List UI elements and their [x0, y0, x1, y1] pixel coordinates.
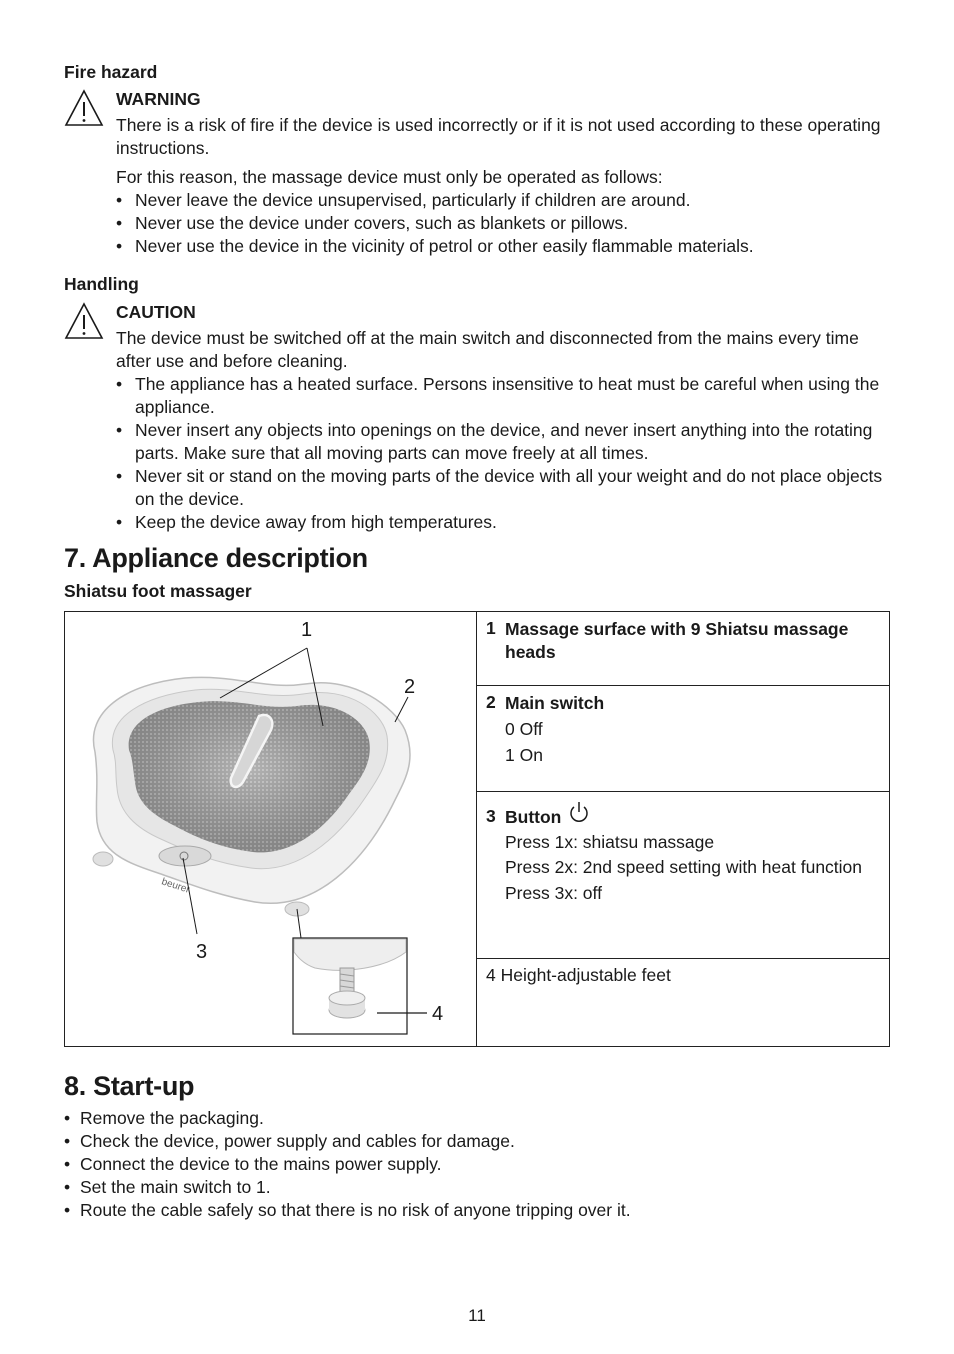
list-item: • Check the device, power supply and cables for damage.	[64, 1130, 890, 1153]
list-item: • Never insert any objects into openings on the device, and never insert anything into the rotating parts. Make sure that all moving parts can move freely at all times.	[116, 419, 890, 465]
callout-label: 2	[404, 676, 416, 698]
callout-label: 4	[432, 1003, 444, 1025]
item-number: 3	[486, 806, 496, 826]
fire-hazard-heading: Fire hazard	[64, 62, 158, 82]
warning-lead: For this reason, the massage device must only be operated as follows:	[116, 167, 663, 187]
list-item: • The appliance has a heated surface. Persons insensitive to heat must be careful when using the appliance.	[116, 373, 890, 419]
item-detail: Press 3x: off	[505, 883, 602, 903]
section-7-subtitle: Shiatsu foot massager	[64, 581, 252, 601]
item-number: 2	[486, 692, 496, 712]
foot-massager-illustration	[65, 612, 476, 1046]
page-number: 11	[468, 1306, 486, 1325]
caution-body	[116, 327, 890, 534]
list-item: • Never use the device in the vicinity of petrol or other easily flammable materials.	[116, 235, 890, 258]
table-row	[477, 792, 889, 959]
item-text: 4 Height-adjustable feet	[486, 965, 671, 985]
description-rows	[477, 612, 889, 1046]
list-item: • Remove the packaging.	[64, 1107, 890, 1130]
warning-body	[116, 114, 890, 258]
table-row	[477, 686, 889, 792]
handling-heading: Handling	[64, 274, 139, 294]
warning-triangle-icon	[64, 89, 104, 127]
list-item: • Connect the device to the mains power supply.	[64, 1153, 890, 1176]
list-item: • Never use the device under covers, such as blankets or pillows.	[116, 212, 890, 235]
fire-bullet-list	[116, 189, 890, 258]
caution-intro: The device must be switched off at the main switch and disconnected from the mains every time after use and before cleaning.	[116, 328, 859, 371]
brand-logo: beurer	[160, 876, 191, 896]
item-detail: Press 1x: shiatsu massage	[505, 832, 715, 852]
warning-label: WARNING	[116, 89, 201, 109]
table-row	[477, 612, 889, 686]
appliance-description-table	[64, 611, 890, 1047]
callout-label: 3	[196, 941, 208, 963]
power-icon	[567, 800, 591, 824]
startup-bullet-list	[64, 1107, 890, 1222]
list-item: • Never leave the device unsupervised, particularly if children are around.	[116, 189, 890, 212]
list-item: • Keep the device away from high temperatures.	[116, 511, 890, 534]
item-number: 1	[486, 618, 496, 638]
item-detail: 0 Off	[505, 719, 543, 739]
list-item: • Route the cable safely so that there is no risk of anyone tripping over it.	[64, 1199, 890, 1222]
section-7-title: 7. Appliance description	[64, 543, 368, 573]
callout-label: 1	[301, 619, 313, 641]
section-8-title: 8. Start-up	[64, 1071, 195, 1101]
item-text: Main switch	[505, 693, 605, 713]
caution-label: CAUTION	[116, 302, 196, 322]
list-item: • Never sit or stand on the moving parts of the device with all your weight and do not place objects on the device.	[116, 465, 890, 511]
item-text: Button	[505, 807, 562, 827]
appliance-figure	[65, 612, 477, 1046]
table-row	[477, 959, 889, 1046]
handling-bullet-list	[116, 373, 890, 534]
list-item: • Set the main switch to 1.	[64, 1176, 890, 1199]
item-detail: 1 On	[505, 745, 543, 765]
item-detail: Press 2x: 2nd speed setting with heat function	[505, 857, 863, 877]
item-text: Massage surface with 9 Shiatsu massage heads	[505, 619, 849, 662]
caution-triangle-icon	[64, 302, 104, 340]
warning-intro: There is a risk of fire if the device is used incorrectly or if it is not used according to these operating instructions.	[116, 115, 881, 158]
